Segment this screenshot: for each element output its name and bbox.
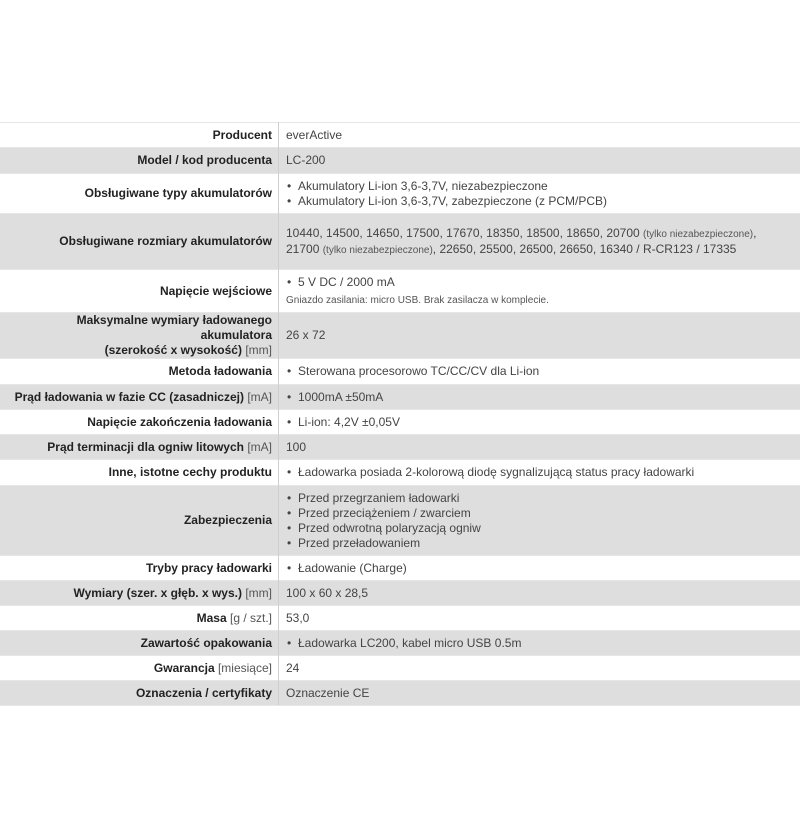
spec-value: [279, 460, 800, 486]
spec-value: [279, 486, 800, 556]
spec-label: Producent: [0, 123, 279, 148]
list-item: • Przed przeładowaniem: [298, 536, 792, 551]
spec-label: Prąd terminacji dla ogniw litowych [mA]: [0, 435, 279, 460]
bullet-list: [286, 561, 792, 576]
spec-label: Tryby pracy ładowarki: [0, 556, 279, 581]
bullet-list: [286, 364, 792, 379]
list-item: • Akumulatory Li-ion 3,6-3,7V, niezabezpieczone: [298, 179, 792, 194]
spec-value: [279, 359, 800, 385]
spec-label: Inne, istotne cechy produktu: [0, 460, 279, 486]
list-item: • Ładowarka posiada 2-kolorową diodę sygnalizującą status pracy ładowarki: [298, 465, 792, 480]
spec-row-termination-current: [0, 435, 800, 460]
spec-row-end-voltage: [0, 410, 800, 435]
bullet-list: [286, 275, 792, 290]
spec-row-package: [0, 631, 800, 656]
spec-label: Gwarancja [miesiące]: [0, 656, 279, 681]
list-item: • Przed przeciążeniem / zwarciem: [298, 506, 792, 521]
unit-label: [mm]: [245, 343, 272, 357]
spec-value: [279, 631, 800, 656]
spec-label: Maksymalne wymiary ładowanego akumulatora (szerokość x wysokość) [mm]: [0, 313, 279, 359]
spec-row-modes: [0, 556, 800, 581]
list-item: • 5 V DC / 2000 mA: [298, 275, 792, 290]
bullet-list: [286, 415, 792, 430]
spec-value: everActive: [279, 123, 800, 148]
list-item: • Ładowanie (Charge): [298, 561, 792, 576]
spec-row-certificates: [0, 681, 800, 706]
unit-label: [mA]: [247, 439, 272, 454]
spec-row-protections: [0, 486, 800, 556]
spec-label: Prąd ładowania w fazie CC (zasadniczej) [mA]: [0, 385, 279, 410]
spec-row-model: [0, 148, 800, 174]
size-list: , 22650, 25500, 26500, 26650, 16340 / R-CR123 / 17335: [432, 241, 737, 256]
bullet-list: [286, 390, 792, 405]
spec-label: Masa [g / szt.]: [0, 606, 279, 631]
size-list: , 21700: [286, 225, 757, 256]
list-item: • Przed odwrotną polaryzacją ogniw: [298, 521, 792, 536]
spec-row-warranty: [0, 656, 800, 681]
spec-value: [279, 556, 800, 581]
bullet-list: [286, 179, 792, 209]
list-item: • Przed przegrzaniem ładowarki: [298, 491, 792, 506]
spec-label: Zawartość opakowania: [0, 631, 279, 656]
spec-row-charge-method: [0, 359, 800, 385]
spec-label: Oznaczenia / certyfikaty: [0, 681, 279, 706]
spec-row-cc-current: [0, 385, 800, 410]
list-item: • Sterowana procesorowo TC/CC/CV dla Li-ion: [298, 364, 792, 379]
spec-row-mass: [0, 606, 800, 631]
spec-value: 26 x 72: [279, 313, 800, 359]
spec-label: Obsługiwane typy akumulatorów: [0, 174, 279, 214]
bullet-list: [286, 491, 792, 551]
spec-value: [279, 270, 800, 313]
spec-value: 100: [279, 435, 800, 460]
spec-label: Model / kod producenta: [0, 148, 279, 174]
spec-value: 100 x 60 x 28,5: [279, 581, 800, 606]
list-item: • Li-ion: 4,2V ±0,05V: [298, 415, 792, 430]
list-item: • Akumulatory Li-ion 3,6-3,7V, zabezpieczone (z PCM/PCB): [298, 194, 792, 209]
spec-row-dimensions: [0, 581, 800, 606]
spec-row-battery-sizes: [0, 214, 800, 270]
size-note: (tylko niezabezpieczone): [322, 244, 433, 256]
unit-label: [g / szt.]: [229, 610, 272, 625]
spec-value: LC-200: [279, 148, 800, 174]
unit-label: [mA]: [247, 389, 272, 404]
spec-row-other-features: [0, 460, 800, 486]
spec-label: Zabezpieczenia: [0, 486, 279, 556]
spec-label: Obsługiwane rozmiary akumulatorów: [0, 214, 279, 270]
power-note: Gniazdo zasilania: micro USB. Brak zasilacza w komplecie.: [286, 294, 549, 306]
bullet-list: [286, 636, 792, 651]
spec-value: [279, 410, 800, 435]
list-item: • Ładowarka LC200, kabel micro USB 0.5m: [298, 636, 792, 651]
spec-value: 24: [279, 656, 800, 681]
bullet-list: [286, 465, 792, 480]
spec-row-input-voltage: [0, 270, 800, 313]
spec-table: [0, 122, 800, 706]
unit-label: [miesiące]: [217, 660, 272, 675]
spec-value: [279, 214, 800, 270]
size-list: 20700: [606, 225, 640, 240]
spec-value: 53,0: [279, 606, 800, 631]
size-list: 10440, 14500, 14650, 17500, 17670, 18350, 18500, 18650,: [286, 225, 603, 240]
spec-label: Metoda ładowania: [0, 359, 279, 385]
spec-row-battery-types: [0, 174, 800, 214]
spec-value: [279, 385, 800, 410]
unit-label: [mm]: [245, 585, 272, 600]
spec-value: Oznaczenie CE: [279, 681, 800, 706]
spec-row-producent: [0, 123, 800, 148]
spec-row-max-dimensions: [0, 313, 800, 359]
list-item: • 1000mA ±50mA: [298, 390, 792, 405]
spec-value: [279, 174, 800, 214]
spec-label: Napięcie zakończenia ładowania: [0, 410, 279, 435]
size-note: (tylko niezabezpieczone): [643, 228, 754, 240]
spec-label: Napięcie wejściowe: [0, 270, 279, 313]
spec-label: Wymiary (szer. x głęb. x wys.) [mm]: [0, 581, 279, 606]
